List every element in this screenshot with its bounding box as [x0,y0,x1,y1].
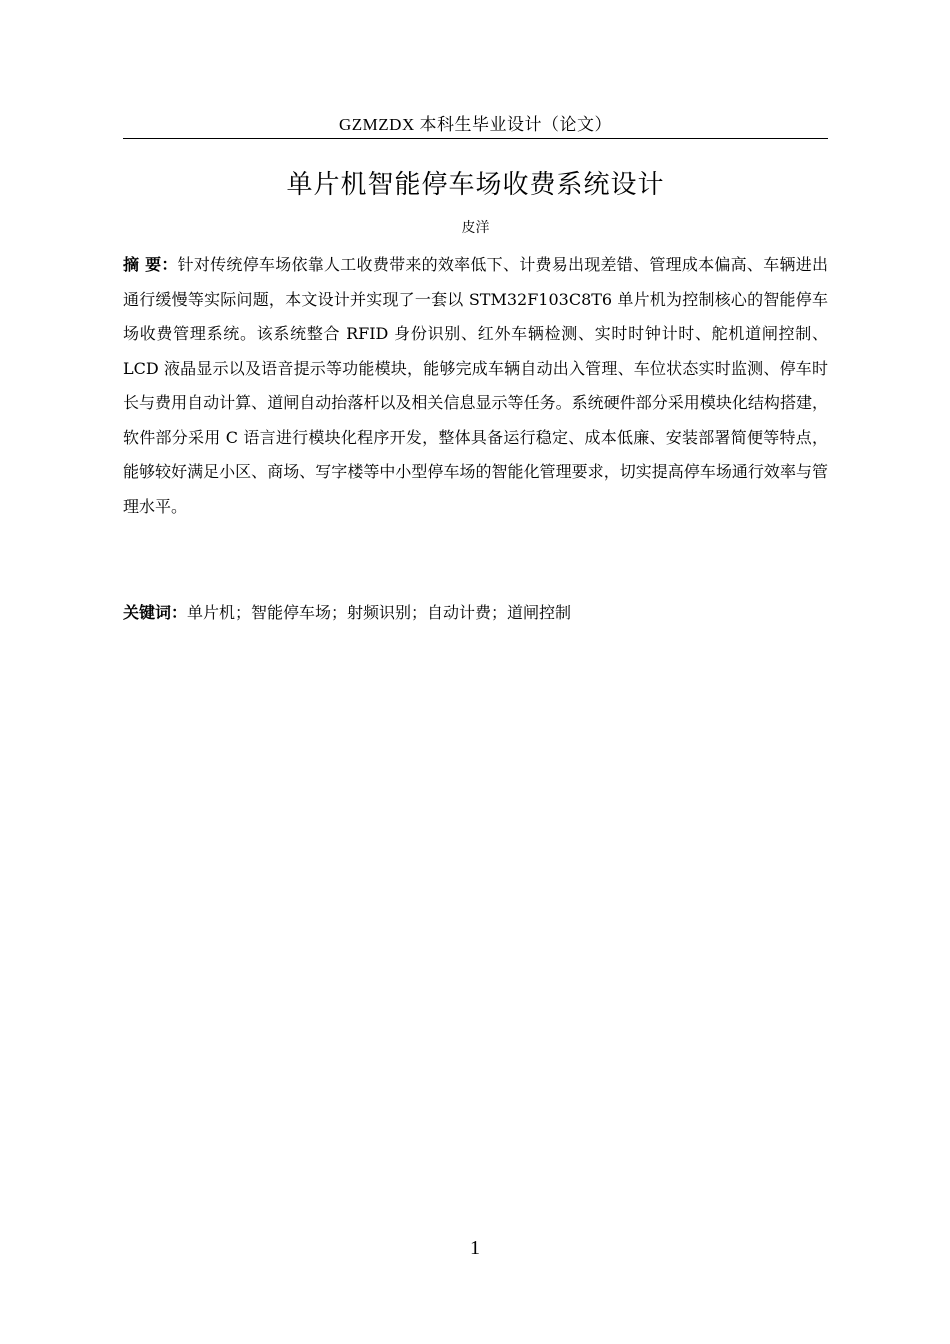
running-header: GZMZDX 本科生毕业设计（论文） [339,115,612,134]
abstract-text: 针对传统停车场依靠人工收费带来的效率低下、计费易出现差错、管理成本偏高、车辆进出通行缓慢等实际问题，本文设计并实现了一套以 STM32F103C8T6 单片机为控制核心的智能停车场收费管理系统。该系统整合 RFID 身份识别、红外车辆检测、实时时钟计时、舵机道闸控制、LCD 液晶显示以及语音提示等功能模块，能够完成车辆自动出入管理、车位状态实时监测、停车时长与费用自动计算、道闸自动抬落杆以及相关信息显示等任务。系统硬件部分采用模块化结构搭建，软件部分采用 C 语言进行模块化程序开发，整体具备运行稳定、成本低廉、安装部署简便等特点，能够较好满足小区、商场、写字楼等中小型停车场的智能化管理要求，切实提高停车场通行效率与管理水平。 [123,255,828,516]
abstract-label: 摘 要： [123,255,178,274]
page-number: 1 [470,1237,480,1259]
document-title: 单片机智能停车场收费系统设计 [286,170,665,200]
abstract-paragraph [123,248,828,524]
keywords-text: 单片机；智能停车场；射频识别；自动计费；道闸控制 [187,603,572,622]
keywords-label: 关键词： [123,603,188,622]
header-rule [123,138,828,139]
keywords-line [123,598,828,628]
author-name: 皮洋 [461,220,490,236]
